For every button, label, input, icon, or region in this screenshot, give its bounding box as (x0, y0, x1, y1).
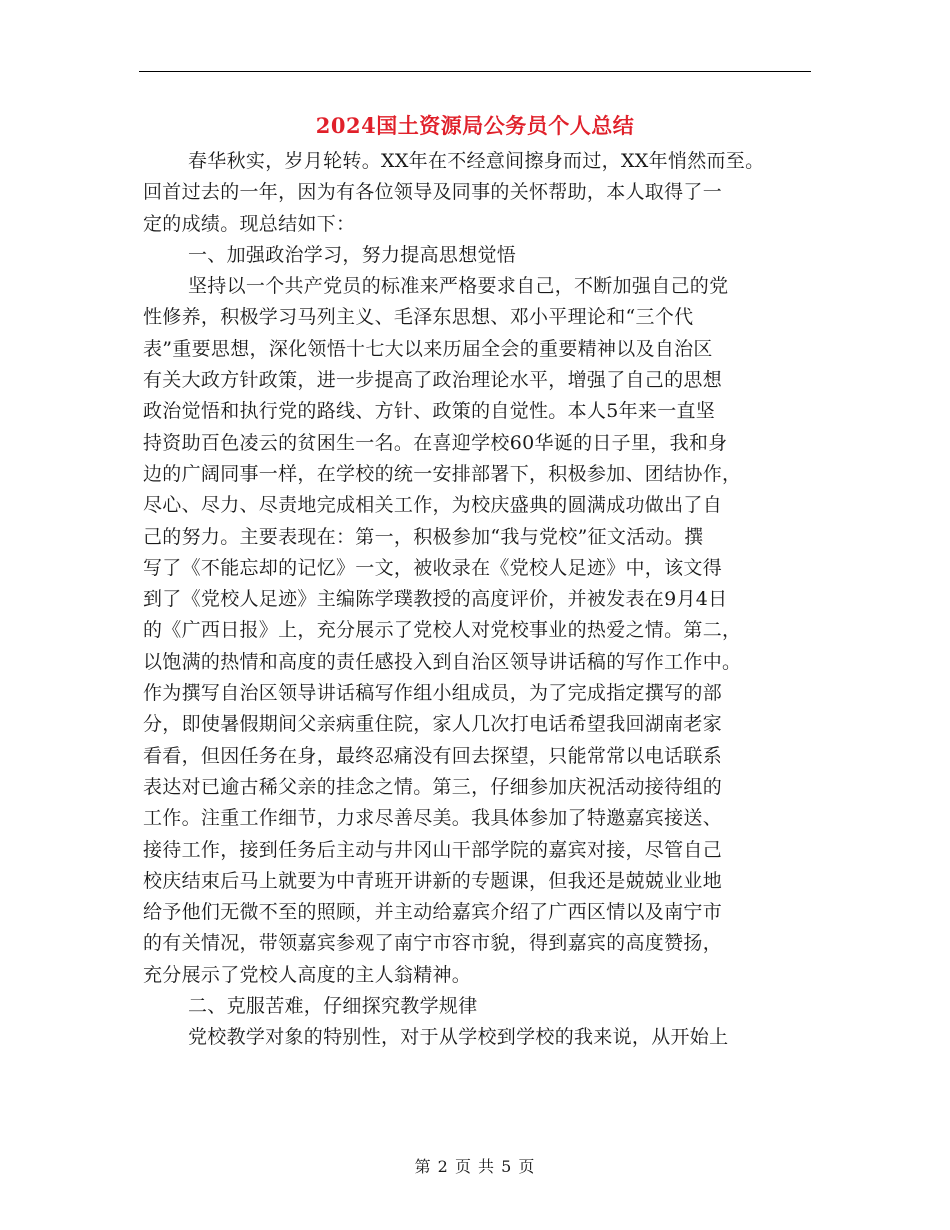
header-rule (139, 71, 811, 72)
body-line: 回首过去的一年，因为有各位领导及同事的关怀帮助，本人取得了一 (143, 181, 723, 204)
body-line: 接待工作，接到任务后主动与井冈山干部学院的嘉宾对接，尽管自己 (143, 838, 723, 861)
body-line: 己的努力。主要表现在：第一，积极参加“我与党校”征文活动。撰 (143, 525, 704, 548)
page-number: 第 2 页 共 5 页 (414, 1157, 536, 1176)
body-line: 边的广阔同事一样，在学校的统一安排部署下，积极参加、团结协作， (143, 462, 742, 485)
body-line: 定的成绩。现总结如下： (143, 212, 356, 235)
body-line: 给予他们无微不至的照顾，并主动给嘉宾介绍了广西区情以及南宁市 (143, 901, 723, 924)
document-title: 2024国土资源局公务员个人总结 (315, 113, 635, 138)
body-line: 到了《党校人足迹》主编陈学璞教授的高度评价，并被发表在9月4日 (143, 588, 728, 611)
body-line: 充分展示了党校人高度的主人翁精神。 (143, 963, 472, 986)
body-line: 表达对已逾古稀父亲的挂念之情。第三，仔细参加庆祝活动接待组的 (143, 775, 723, 798)
body-line: 有关大政方针政策，进一步提高了政治理论水平，增强了自己的思想 (143, 369, 723, 392)
body-line: 表”重要思想，深化领悟十七大以来历届全会的重要精神以及自治区 (143, 337, 713, 360)
body-line: 工作。注重工作细节，力求尽善尽美。我具体参加了特邀嘉宾接送、 (143, 807, 723, 830)
document-body (143, 146, 815, 1054)
body-line: 的《广西日报》上，充分展示了党校人对党校事业的热爱之情。第二， (143, 619, 742, 642)
body-line: 尽心、尽力、尽责地完成相关工作，为校庆盛典的圆满成功做出了自 (143, 494, 723, 517)
body-line: 分，即使暑假期间父亲病重住院，家人几次打电话希望我回湖南老家 (143, 713, 723, 736)
body-line: 党校教学对象的特别性，对于从学校到学校的我来说，从开始上 (188, 1026, 729, 1049)
section-heading-2: 二、克服苦难，仔细探究教学规律 (188, 995, 478, 1018)
body-line: 坚持以一个共产党员的标准来严格要求自己，不断加强自己的党 (188, 275, 729, 298)
body-line: 政治觉悟和执行党的路线、方针、政策的自觉性。本人5年来一直坚 (143, 400, 716, 423)
section-heading-1: 一、加强政治学习，努力提高思想觉悟 (188, 243, 517, 266)
body-line: 持资助百色凌云的贫困生一名。在喜迎学校60华诞的日子里，我和身 (143, 431, 728, 454)
body-line: 写了《不能忘却的记忆》一文，被收录在《党校人足迹》中，该文得 (143, 556, 723, 579)
body-line: 作为撰写自治区领导讲话稿写作组小组成员，为了完成指定撰写的部 (143, 682, 723, 705)
body-line: 看看，但因任务在身，最终忍痛没有回去探望，只能常常以电话联系 (143, 744, 723, 767)
body-line: 春华秋实，岁月轮转。XX年在不经意间擦身而过，XX年悄然而至。 (188, 150, 765, 172)
body-line: 以饱满的热情和高度的责任感投入到自治区领导讲话稿的写作工作中。 (143, 650, 742, 673)
body-line: 的有关情况，带领嘉宾参观了南宁市容市貌，得到嘉宾的高度赞扬， (143, 932, 723, 955)
body-line: 性修养，积极学习马列主义、毛泽东思想、邓小平理论和“三个代 (143, 306, 694, 329)
body-line: 校庆结束后马上就要为中青班开讲新的专题课，但我还是兢兢业业地 (143, 869, 723, 892)
